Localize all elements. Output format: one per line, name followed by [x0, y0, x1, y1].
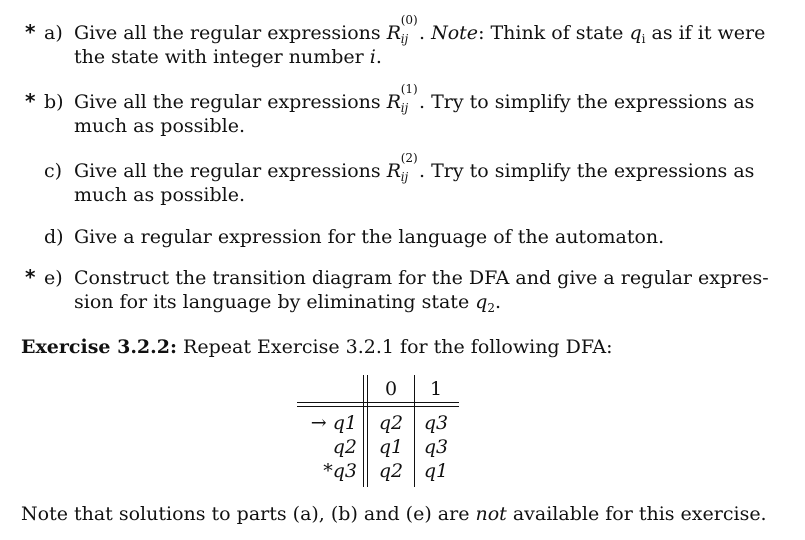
part-text-line-2: much as possible. [74, 115, 245, 137]
solutions-note: Note that solutions to parts (a), (b) and (e) are not available for this exercise. [21, 503, 767, 525]
part-label: a) [44, 22, 63, 44]
table-cell: q2 [378, 412, 404, 434]
table-state: q2 [332, 436, 357, 458]
table-double-rule-a [363, 375, 364, 487]
starred-marker: * [25, 89, 36, 113]
part-text-line-1: Give all the regular expressions R (0) ij . Note: Think of state $q_i$ as if it were [74, 13, 766, 46]
table-header-rule-b [297, 406, 459, 407]
table-header-0: 0 [384, 378, 398, 400]
table-state: → q1 [310, 412, 357, 434]
regex-symbol: R (1) ij [386, 82, 418, 115]
table-double-rule-b [367, 375, 368, 487]
part-text-line-1: Give all the regular expressions R (2) ij . Try to simplify the expressions as [74, 151, 755, 184]
exercise-text: Repeat Exercise 3.2.1 for the following DFA: [177, 336, 613, 358]
starred-marker: * [25, 265, 36, 289]
part-text-line-1: Give a regular expression for the language of the automaton. [74, 226, 665, 248]
part-text-line-1: Give all the regular expressions R (1) ij . Try to simplify the expressions as [74, 82, 755, 115]
part-label: e) [44, 267, 63, 289]
table-cell: q2 [378, 460, 404, 482]
part-text-line-2: sion for its language by eliminating state $q_2$. [74, 291, 502, 315]
table-header-1: 1 [429, 378, 443, 400]
exercise-title: Exercise 3.2.2: [21, 336, 177, 358]
dfa-transition-table [297, 375, 459, 487]
table-cell: q3 [423, 436, 449, 458]
part-label: b) [44, 91, 64, 113]
table-state: *q3 [323, 460, 357, 482]
table-header-rule-a [297, 402, 459, 403]
table-cell: q1 [423, 460, 449, 482]
emphasis-not: not [475, 503, 507, 525]
table-column-rule [414, 375, 415, 487]
part-text-line-2: the state with integer number i. [74, 46, 382, 68]
regex-symbol: R (2) ij [386, 151, 418, 184]
part-text-line-1: Construct the transition diagram for the DFA and give a regular expres- [74, 267, 769, 289]
part-label: c) [44, 160, 63, 182]
exercise-heading [21, 336, 613, 358]
starred-marker: * [25, 20, 36, 44]
part-label: d) [44, 226, 64, 248]
table-cell: q1 [378, 436, 404, 458]
part-text-line-2: much as possible. [74, 184, 245, 206]
table-cell: q3 [423, 412, 449, 434]
regex-symbol: R (0) ij [386, 13, 418, 46]
